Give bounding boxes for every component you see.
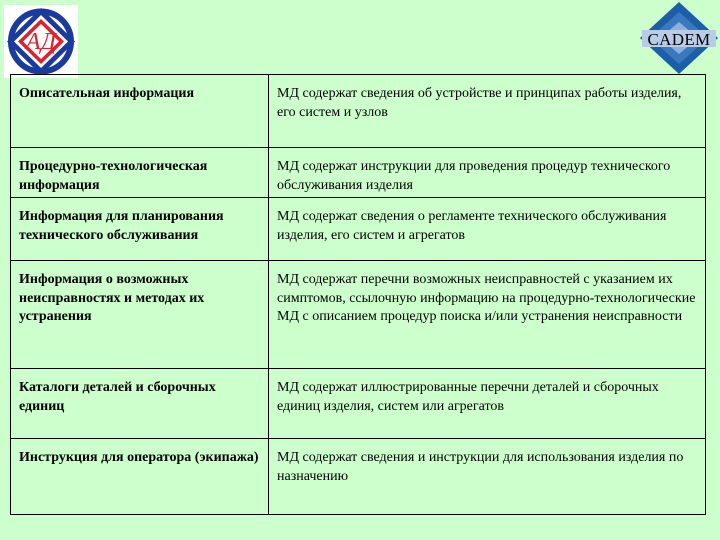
table-row [11, 439, 706, 515]
cadem-logo [638, 0, 720, 76]
info-description-cell: МД содержат иллюстрированные перечни деталей и сборочных единиц изделия, систем или агрегатов [269, 369, 706, 439]
table-row [11, 261, 706, 369]
info-type-cell: Инструкция для оператора (экипажа) [11, 439, 269, 515]
info-type-cell: Процедурно-технологическая информация [11, 148, 269, 198]
logo-letters: АД [25, 29, 57, 55]
table-row [11, 369, 706, 439]
documentation-types-table [10, 74, 706, 515]
info-description-cell: МД содержат перечни возможных неисправностей с указанием их симптомов, ссылочную информацию на процедурно-технологические МД с описанием процедур поиска и/или устранения неисправности [269, 261, 706, 369]
table-row [11, 148, 706, 198]
info-type-cell: Информация для планирования технического обслуживания [11, 198, 269, 261]
info-description-cell: МД содержат сведения и инструкции для использования изделия по назначению [269, 439, 706, 515]
cadem-logo-text: CADEM [647, 30, 711, 49]
info-description-cell: МД содержат инструкции для проведения процедур технического обслуживания изделия [269, 148, 706, 198]
table-row [11, 198, 706, 261]
info-type-cell: Каталоги деталей и сборочных единиц [11, 369, 269, 439]
company-logo [4, 5, 78, 78]
info-type-cell: Информация о возможных неисправностях и методах их устранения [11, 261, 269, 369]
table-row [11, 75, 706, 148]
info-description-cell: МД содержат сведения о регламенте технического обслуживания изделия, его систем и агрегатов [269, 198, 706, 261]
info-type-cell: Описательная информация [11, 75, 269, 148]
info-description-cell: МД содержат сведения об устройстве и принципах работы изделия, его систем и узлов [269, 75, 706, 148]
ad-logo-icon [4, 5, 78, 78]
